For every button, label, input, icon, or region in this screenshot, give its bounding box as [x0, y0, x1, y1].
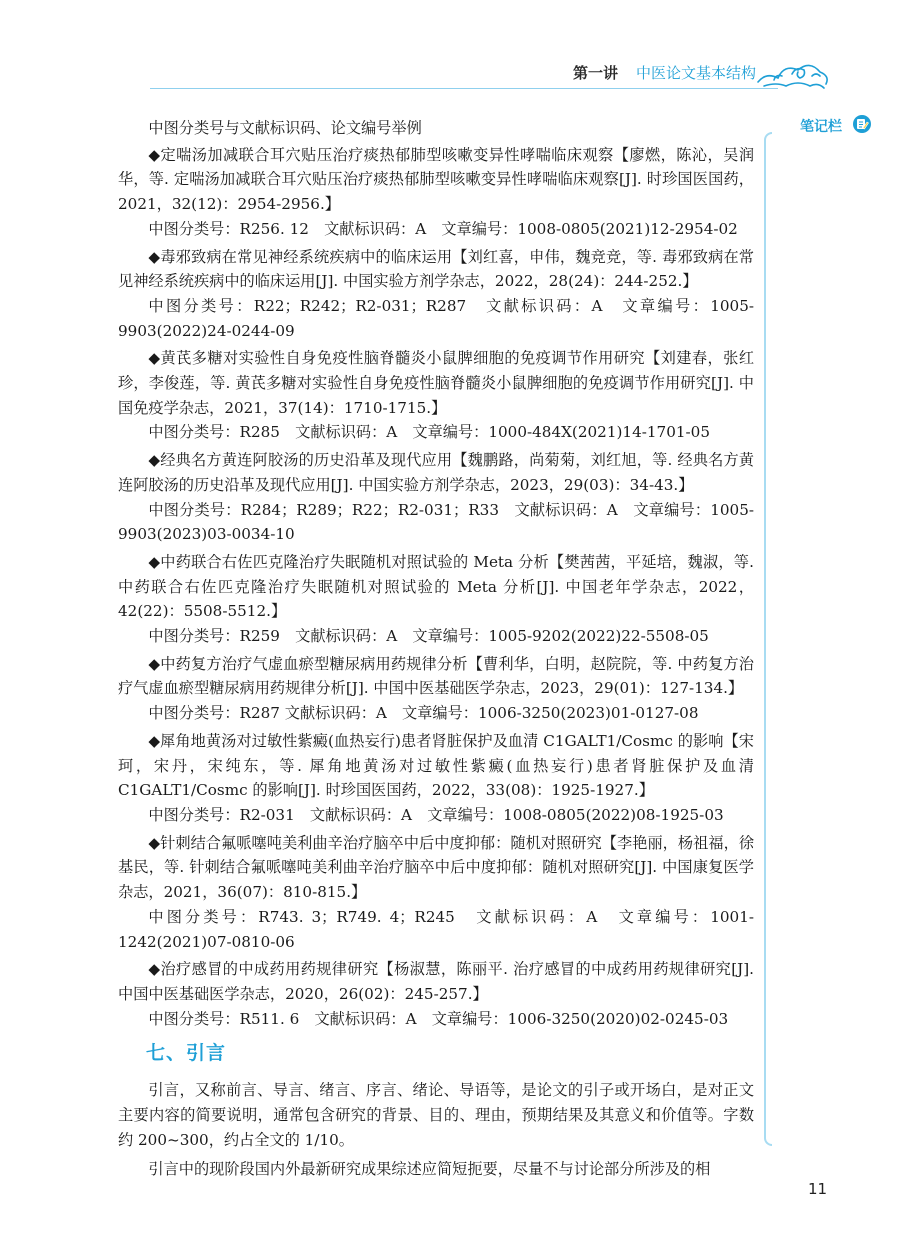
- body-paragraph: 引言中的现阶段国内外最新研究成果综述应简短扼要，尽量不与讨论部分所涉及的相: [148, 1160, 711, 1179]
- entry-citation: ◆针刺结合氟哌噻吨美利曲辛治疗脑卒中后中度抑郁：随机对照研究【李艳丽，杨祖福，徐基民，等. 针刺结合氟哌噻吨美利曲辛治疗脑卒中后中度抑郁：随机对照研究[J]. 中国康复医学杂志，2021，36(07)：810-815.】: [118, 831, 754, 905]
- reference-entry: [118, 831, 754, 955]
- diamond-bullet-icon: ◆: [148, 654, 161, 673]
- lecture-label: 第一讲: [572, 64, 618, 82]
- section-heading: 七、引言: [146, 1042, 227, 1065]
- entry-classification: 中图分类号：R259 文献标识码：A 文章编号：1005-9202(2022)22-5508-05: [148, 627, 709, 646]
- reference-entry: [118, 143, 754, 242]
- diamond-bullet-icon: ◆: [148, 833, 161, 852]
- page-header: [0, 52, 900, 92]
- diamond-bullet-icon: ◆: [148, 247, 161, 266]
- entry-classification: 中图分类号：R2-031 文献标识码：A 文章编号：1008-0805(2022)08-1925-03: [148, 805, 724, 824]
- entry-citation: ◆黄芪多糖对实验性自身免疫性脑脊髓炎小鼠脾细胞的免疫调节作用研究【刘建春，张红珍，李俊莲，等. 黄芪多糖对实验性自身免疫性脑脊髓炎小鼠脾细胞的免疫调节作用研究[J]. 中国免疫学杂志，2021，37(14)：1710-1715.】: [118, 346, 754, 420]
- diamond-bullet-icon: ◆: [148, 145, 161, 164]
- entry-classification: 中图分类号：R22；R242；R2-031；R287 文献标识码：A 文章编号：1005-9903(2022)24-0244-09: [118, 296, 754, 340]
- notes-pencil-icon: [852, 114, 872, 134]
- header-rule: [150, 88, 778, 89]
- page-number: 11: [808, 1180, 828, 1198]
- diamond-bullet-icon: ◆: [148, 552, 161, 571]
- reference-entry: [118, 245, 754, 344]
- entry-citation: ◆犀角地黄汤对过敏性紫癜(血热妄行)患者肾脏保护及血清 C1GALT1/Cosmc 的影响【宋珂，宋丹，宋纯东，等. 犀角地黄汤对过敏性紫癜(血热妄行)患者肾脏保护及血清 C1GALT1/Cosmc 的影响[J]. 时珍国医国药，2022，33(08)：1925-1927.】: [118, 729, 754, 803]
- entry-classification: 中图分类号：R285 文献标识码：A 文章编号：1000-484X(2021)14-1701-05: [148, 423, 710, 442]
- entry-classification: 中图分类号：R743. 3；R749. 4；R245 文献标识码：A 文章编号：1001-1242(2021)07-0810-06: [118, 907, 754, 951]
- entry-classification: 中图分类号：R284；R289；R22；R2-031；R33 文献标识码：A 文章编号：1005-9903(2023)03-0034-10: [118, 500, 754, 544]
- entry-classification: 中图分类号：R511. 6 文献标识码：A 文章编号：1006-3250(2020)02-0245-03: [148, 1009, 729, 1028]
- entry-classification: 中图分类号：R287 文献标识码：A 文章编号：1006-3250(2023)01-0127-08: [148, 704, 699, 723]
- diamond-bullet-icon: ◆: [148, 731, 161, 750]
- body-paragraph: 引言，又称前言、导言、绪言、序言、绪论、导语等，是论文的引子或开场白，是对正文主要内容的简要说明，通常包含研究的背景、目的、理由，预期结果及其意义和价值等。字数约 200~300，约占全文的 1/10。: [118, 1081, 754, 1150]
- reference-entry: [118, 957, 754, 1031]
- reference-entry: [118, 729, 754, 828]
- reference-entry: [118, 346, 754, 445]
- diamond-bullet-icon: ◆: [148, 349, 161, 368]
- main-content: [118, 116, 754, 1186]
- entry-citation: ◆毒邪致病在常见神经系统疾病中的临床运用【刘红喜，申伟，魏竞竞，等. 毒邪致病在常见神经系统疾病中的临床运用[J]. 中国实验方剂学杂志，2022，28(24)：244-252.】: [118, 245, 754, 294]
- notes-label: 笔记栏: [800, 119, 842, 135]
- cloud-ornament-icon: [752, 52, 832, 94]
- reference-entry: [118, 652, 754, 726]
- entry-classification: 中图分类号：R256. 12 文献标识码：A 文章编号：1008-0805(2021)12-2954-02: [148, 219, 738, 238]
- entry-citation: ◆中药复方治疗气虚血瘀型糖尿病用药规律分析【曹利华，白明，赵院院，等. 中药复方治疗气虚血瘀型糖尿病用药规律分析[J]. 中国中医基础医学杂志，2023，29(01)：127-134.】: [118, 652, 754, 701]
- reference-entry: [118, 448, 754, 547]
- entry-citation: ◆中药联合右佐匹克隆治疗失眠随机对照试验的 Meta 分析【樊茜茜，平延培，魏淑，等. 中药联合右佐匹克隆治疗失眠随机对照试验的 Meta 分析[J]. 中国老年学杂志，2022，42(22)：5508-5512.】: [118, 550, 754, 624]
- notes-margin-bracket: [764, 132, 772, 1146]
- intro-line: 中图分类号与文献标识码、论文编号举例: [148, 119, 422, 137]
- entry-citation: ◆治疗感冒的中成药用药规律研究【杨淑慧，陈丽平. 治疗感冒的中成药用药规律研究[J]. 中国中医基础医学杂志，2020，26(02)：245-257.】: [118, 957, 754, 1006]
- diamond-bullet-icon: ◆: [148, 960, 161, 979]
- reference-entry: [118, 550, 754, 649]
- entry-citation: ◆经典名方黄连阿胶汤的历史沿革及现代应用【魏鹏路，尚菊菊，刘红旭，等. 经典名方黄连阿胶汤的历史沿革及现代应用[J]. 中国实验方剂学杂志，2023，29(03)：34-43.】: [118, 448, 754, 497]
- chapter-title: 中医论文基本结构: [636, 64, 757, 82]
- entry-citation: ◆定喘汤加减联合耳穴贴压治疗痰热郁肺型咳嗽变异性哮喘临床观察【廖燃，陈沁，吴润华，等. 定喘汤加减联合耳穴贴压治疗痰热郁肺型咳嗽变异性哮喘临床观察[J]. 时珍国医国药，2021，32(12)：2954-2956.】: [118, 143, 754, 217]
- diamond-bullet-icon: ◆: [148, 451, 161, 470]
